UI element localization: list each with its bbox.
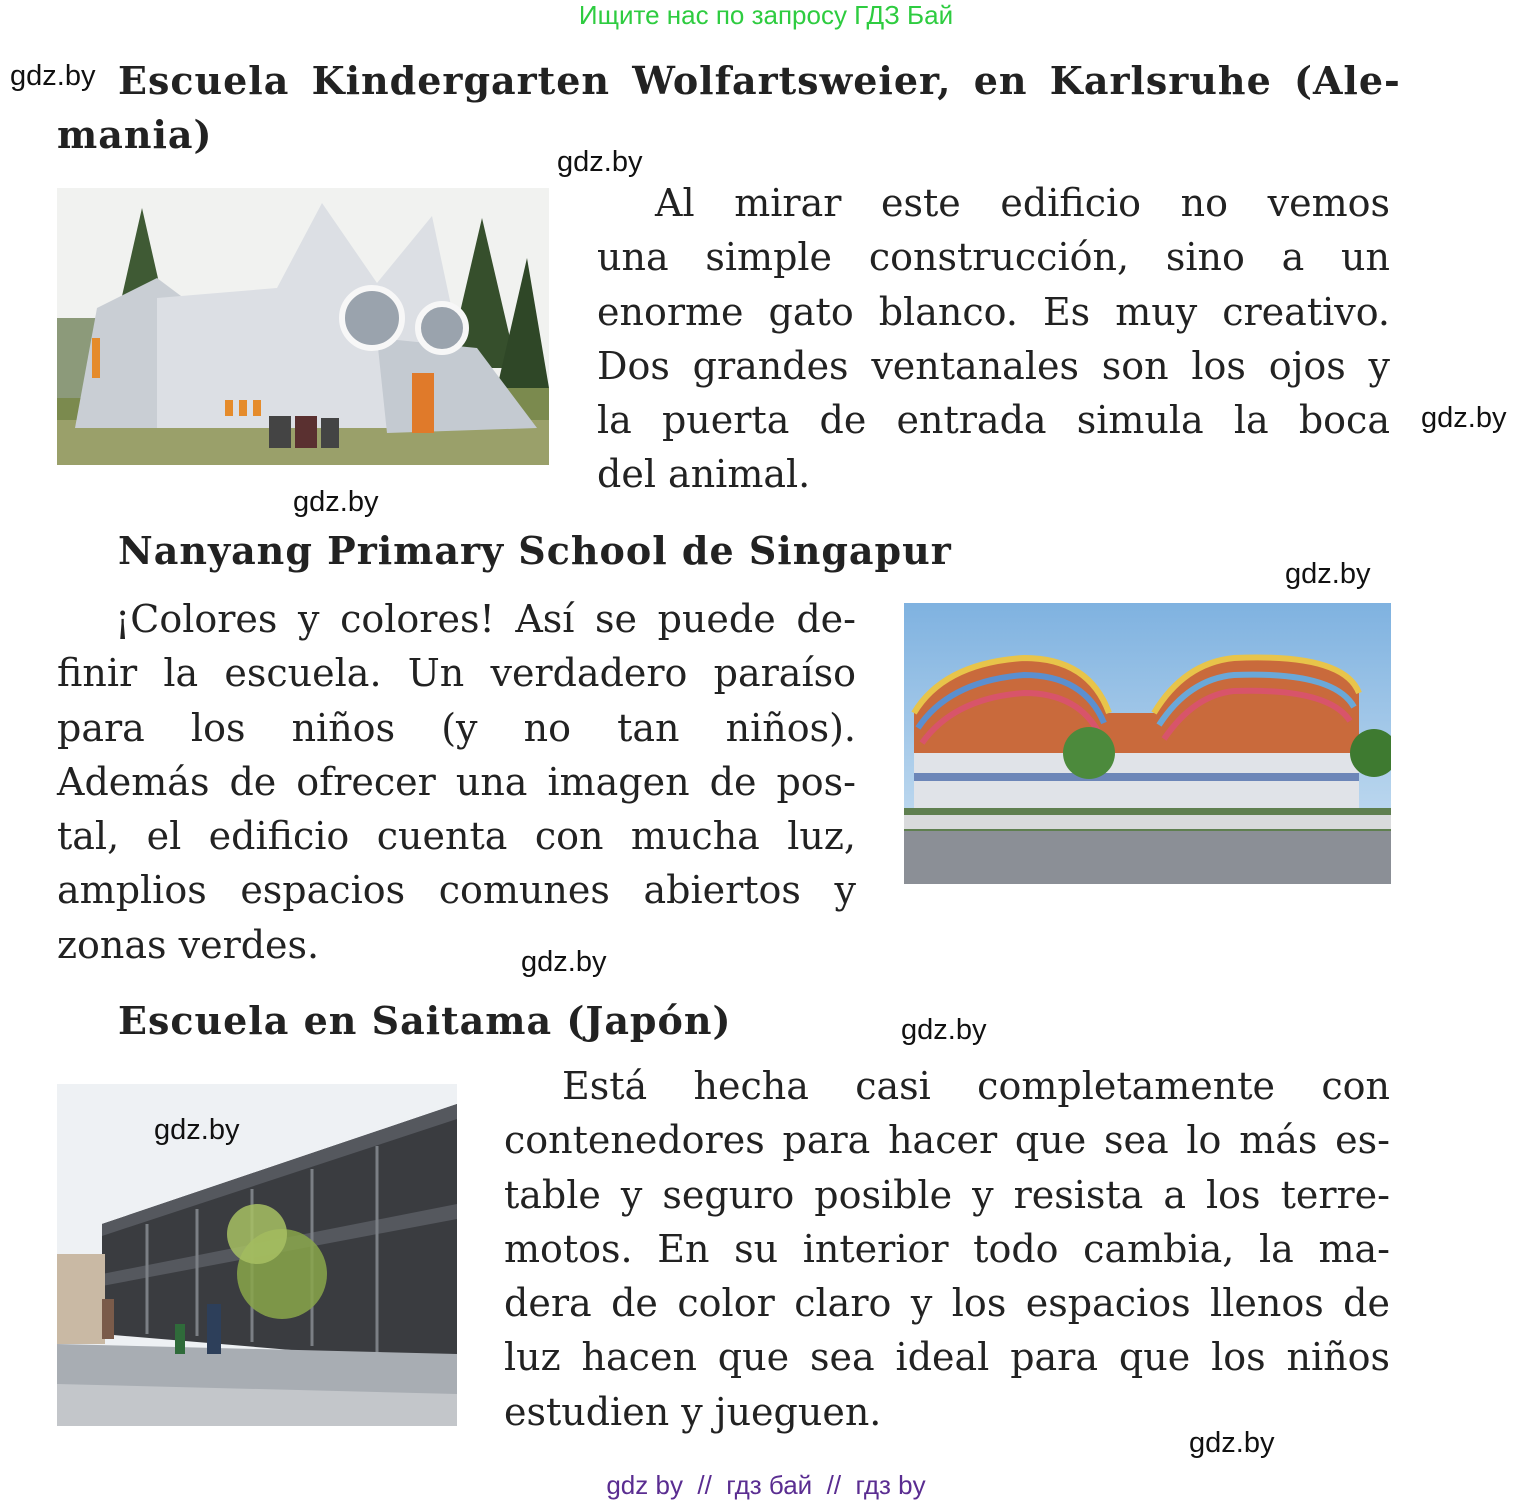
cat-kindergarten-photo xyxy=(57,188,549,465)
section1-title-line2: mania) xyxy=(57,112,213,157)
text-line: luz hacen que sea ideal para que los niños xyxy=(504,1335,1390,1380)
watermark: gdz.by xyxy=(10,60,96,92)
section2-title: Nanyang Primary School de Singapur xyxy=(118,528,952,573)
text-line: enorme gato blanco. Es muy creativo. xyxy=(597,289,1390,334)
text-line: estudien y jueguen. xyxy=(504,1389,882,1434)
text-line: amplios espacios comunes abiertos y xyxy=(57,868,856,913)
text-line: para los niños (y no tan niños). xyxy=(57,705,856,750)
text-line: Además de ofrecer una imagen de pos- xyxy=(57,759,856,804)
section1-paragraph xyxy=(597,176,1390,502)
text-line: zonas verdes. xyxy=(57,922,320,967)
watermark: gdz.by xyxy=(557,146,643,178)
text-line: del animal. xyxy=(597,452,811,497)
watermark: gdz.by xyxy=(1189,1427,1275,1459)
watermark: gdz.by xyxy=(901,1014,987,1046)
section3-title: Escuela en Saitama (Japón) xyxy=(118,998,732,1043)
text-line: Al mirar este edificio no vemos xyxy=(655,181,1390,225)
section3-paragraph xyxy=(504,1059,1390,1439)
watermark: gdz.by xyxy=(1421,402,1507,434)
text-line: contenedores para hacer que sea lo más es- xyxy=(504,1118,1390,1163)
text-line: finir la escuela. Un verdadero paraíso xyxy=(57,651,856,696)
text-line: ¡Colores y colores! Así se puede de- xyxy=(115,597,856,641)
text-line: Está hecha casi completamente con xyxy=(562,1064,1390,1108)
top-banner[interactable]: Ищите нас по запросу ГДЗ Бай xyxy=(578,0,954,30)
watermark: gdz.by xyxy=(521,946,607,978)
text-line: dera de color claro y los espacios llenos de xyxy=(504,1281,1390,1326)
nanyang-school-photo xyxy=(904,603,1391,884)
section1-title-line1: Escuela Kindergarten Wolfartsweier, en Karlsruhe (Ale- xyxy=(118,58,1401,103)
bottom-links[interactable]: gdz by // гдз бай // гдз by xyxy=(606,1470,926,1500)
watermark: gdz.by xyxy=(154,1114,240,1146)
text-line: una simple construcción, sino a un xyxy=(597,235,1390,280)
watermark: gdz.by xyxy=(1285,558,1371,590)
watermark: gdz.by xyxy=(293,486,379,518)
text-line: la puerta de entrada simula la boca xyxy=(597,398,1390,443)
text-line: tal, el edificio cuenta con mucha luz, xyxy=(57,814,856,859)
saitama-school-photo xyxy=(57,1084,457,1426)
text-line: motos. En su interior todo cambia, la ma- xyxy=(504,1226,1390,1271)
text-line: table y seguro posible y resista a los terre- xyxy=(504,1172,1390,1217)
text-line: Dos grandes ventanales son los ojos y xyxy=(597,343,1390,388)
section2-paragraph xyxy=(57,592,856,972)
